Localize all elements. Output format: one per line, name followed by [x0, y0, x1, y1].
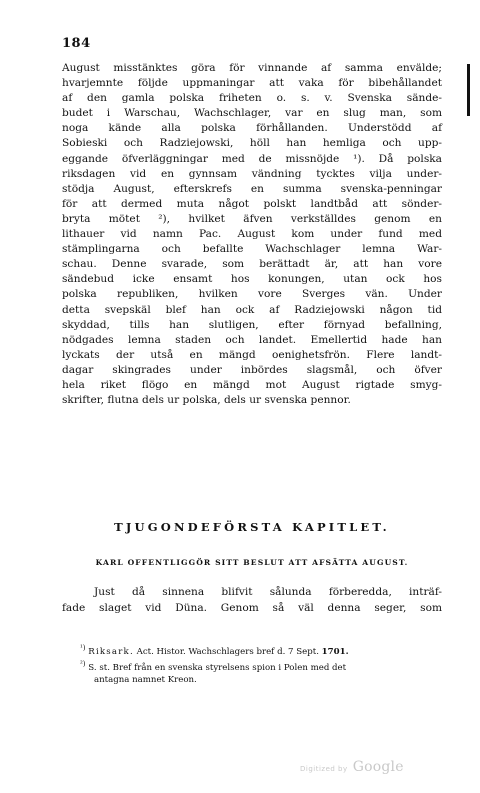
- text-line: nödgades lemna staden och landet. Emellertid hade han: [62, 333, 442, 346]
- footnote: [62, 642, 442, 658]
- footnote-source: Riksark.: [88, 646, 134, 657]
- footnote-year: 1701.: [321, 646, 349, 657]
- text-line: hela riket flögo en mängd mot August rigtade smyg-: [62, 378, 442, 391]
- text-line: budet i Warschau, Wachschlager, var en slug man, som: [62, 107, 442, 120]
- footnote-continuation: antagna namnet Kreon.: [94, 674, 197, 685]
- text-line: skrifter, flutna dels ur polska, dels ur svenska pennor.: [62, 394, 351, 407]
- main-text: [62, 61, 442, 408]
- text-line: sändebud icke ensamt hos konungen, utan ock hos: [62, 273, 442, 286]
- page-edge-mark: [467, 64, 470, 116]
- watermark-prefix: Digitized by: [300, 765, 348, 773]
- text-line: stödja August, efterskrefs en summa svenska-penningar: [62, 182, 442, 195]
- chapter-subheading: KARL OFFENTLIGGÖR SITT BESLUT ATT AFSÄTTA AUGUST.: [95, 558, 409, 567]
- text-line: stämplingarna och befallte Wachschlager lemna War-: [62, 243, 442, 256]
- text-line: lithauer vid namn Pac. August kom under fund med: [62, 228, 442, 241]
- text-line: fade slaget vid Düna. Genom så väl denna seger, som: [62, 602, 442, 614]
- text-line: Sobieski och Radziejowski, höll han hemliga och upp-: [62, 137, 442, 150]
- text-line: riksdagen vid en gynnsam vändning tycktes vilja under-: [62, 167, 442, 180]
- text-line: för att dermed muta något polskt landtbåd att sönder-: [62, 197, 442, 210]
- text-line: skyddad, tills han slutligen, efter förnyad befallning,: [62, 318, 442, 331]
- text-line: bryta mötet ²), hvilket äfven verkställdes genom en: [62, 212, 442, 225]
- text-line: dagar skingrades under inbördes slagsmål, och öfver: [62, 363, 442, 376]
- text-line: eggande öfverläggningar med de missnöjde ¹). Då polska: [62, 152, 442, 165]
- footnote-mark: ¹): [80, 644, 86, 652]
- text-line: polska republiken, hvilken vore Sverges vän. Under: [62, 288, 442, 301]
- page-number: 184: [62, 36, 91, 51]
- footnote-mark: ²): [80, 659, 86, 668]
- footnote-text: S. st. Bref från en svenska styrelsens spion i Polen med det: [88, 662, 347, 673]
- footnote-text: Act. Histor. Wachschlagers bref d. 7 Sept.: [133, 646, 322, 657]
- text-line: noga kände alla polska förhållanden. Understödd af: [62, 122, 442, 135]
- watermark-brand: Google: [352, 759, 404, 775]
- text-line: August misstänktes göra för vinnande af samma envälde;: [62, 62, 442, 74]
- digitization-watermark: [300, 756, 404, 775]
- text-line: hvarjemnte följde uppmaningar att vaka för bibehållandet: [62, 77, 442, 90]
- text-line: schau. Denne svarade, som berättadt är, att han vore: [62, 258, 442, 271]
- footnote: [62, 658, 442, 674]
- footnotes: [62, 642, 442, 686]
- text-line: Just då sinnena blifvit sålunda förberedda, inträf-: [94, 586, 442, 598]
- chapter-heading: TJUGONDEFÖRSTA KAPITLET.: [114, 520, 390, 534]
- chapter-text: [62, 584, 442, 616]
- text-line: af den gamla polska friheten o. s. v. Svenska sände-: [62, 92, 442, 105]
- text-line: detta svepskäl blef han ock af Radziejowski någon tid: [62, 303, 442, 316]
- text-line: lyckats der utså en mängd oenighetsfrön. Flere landt-: [62, 348, 442, 361]
